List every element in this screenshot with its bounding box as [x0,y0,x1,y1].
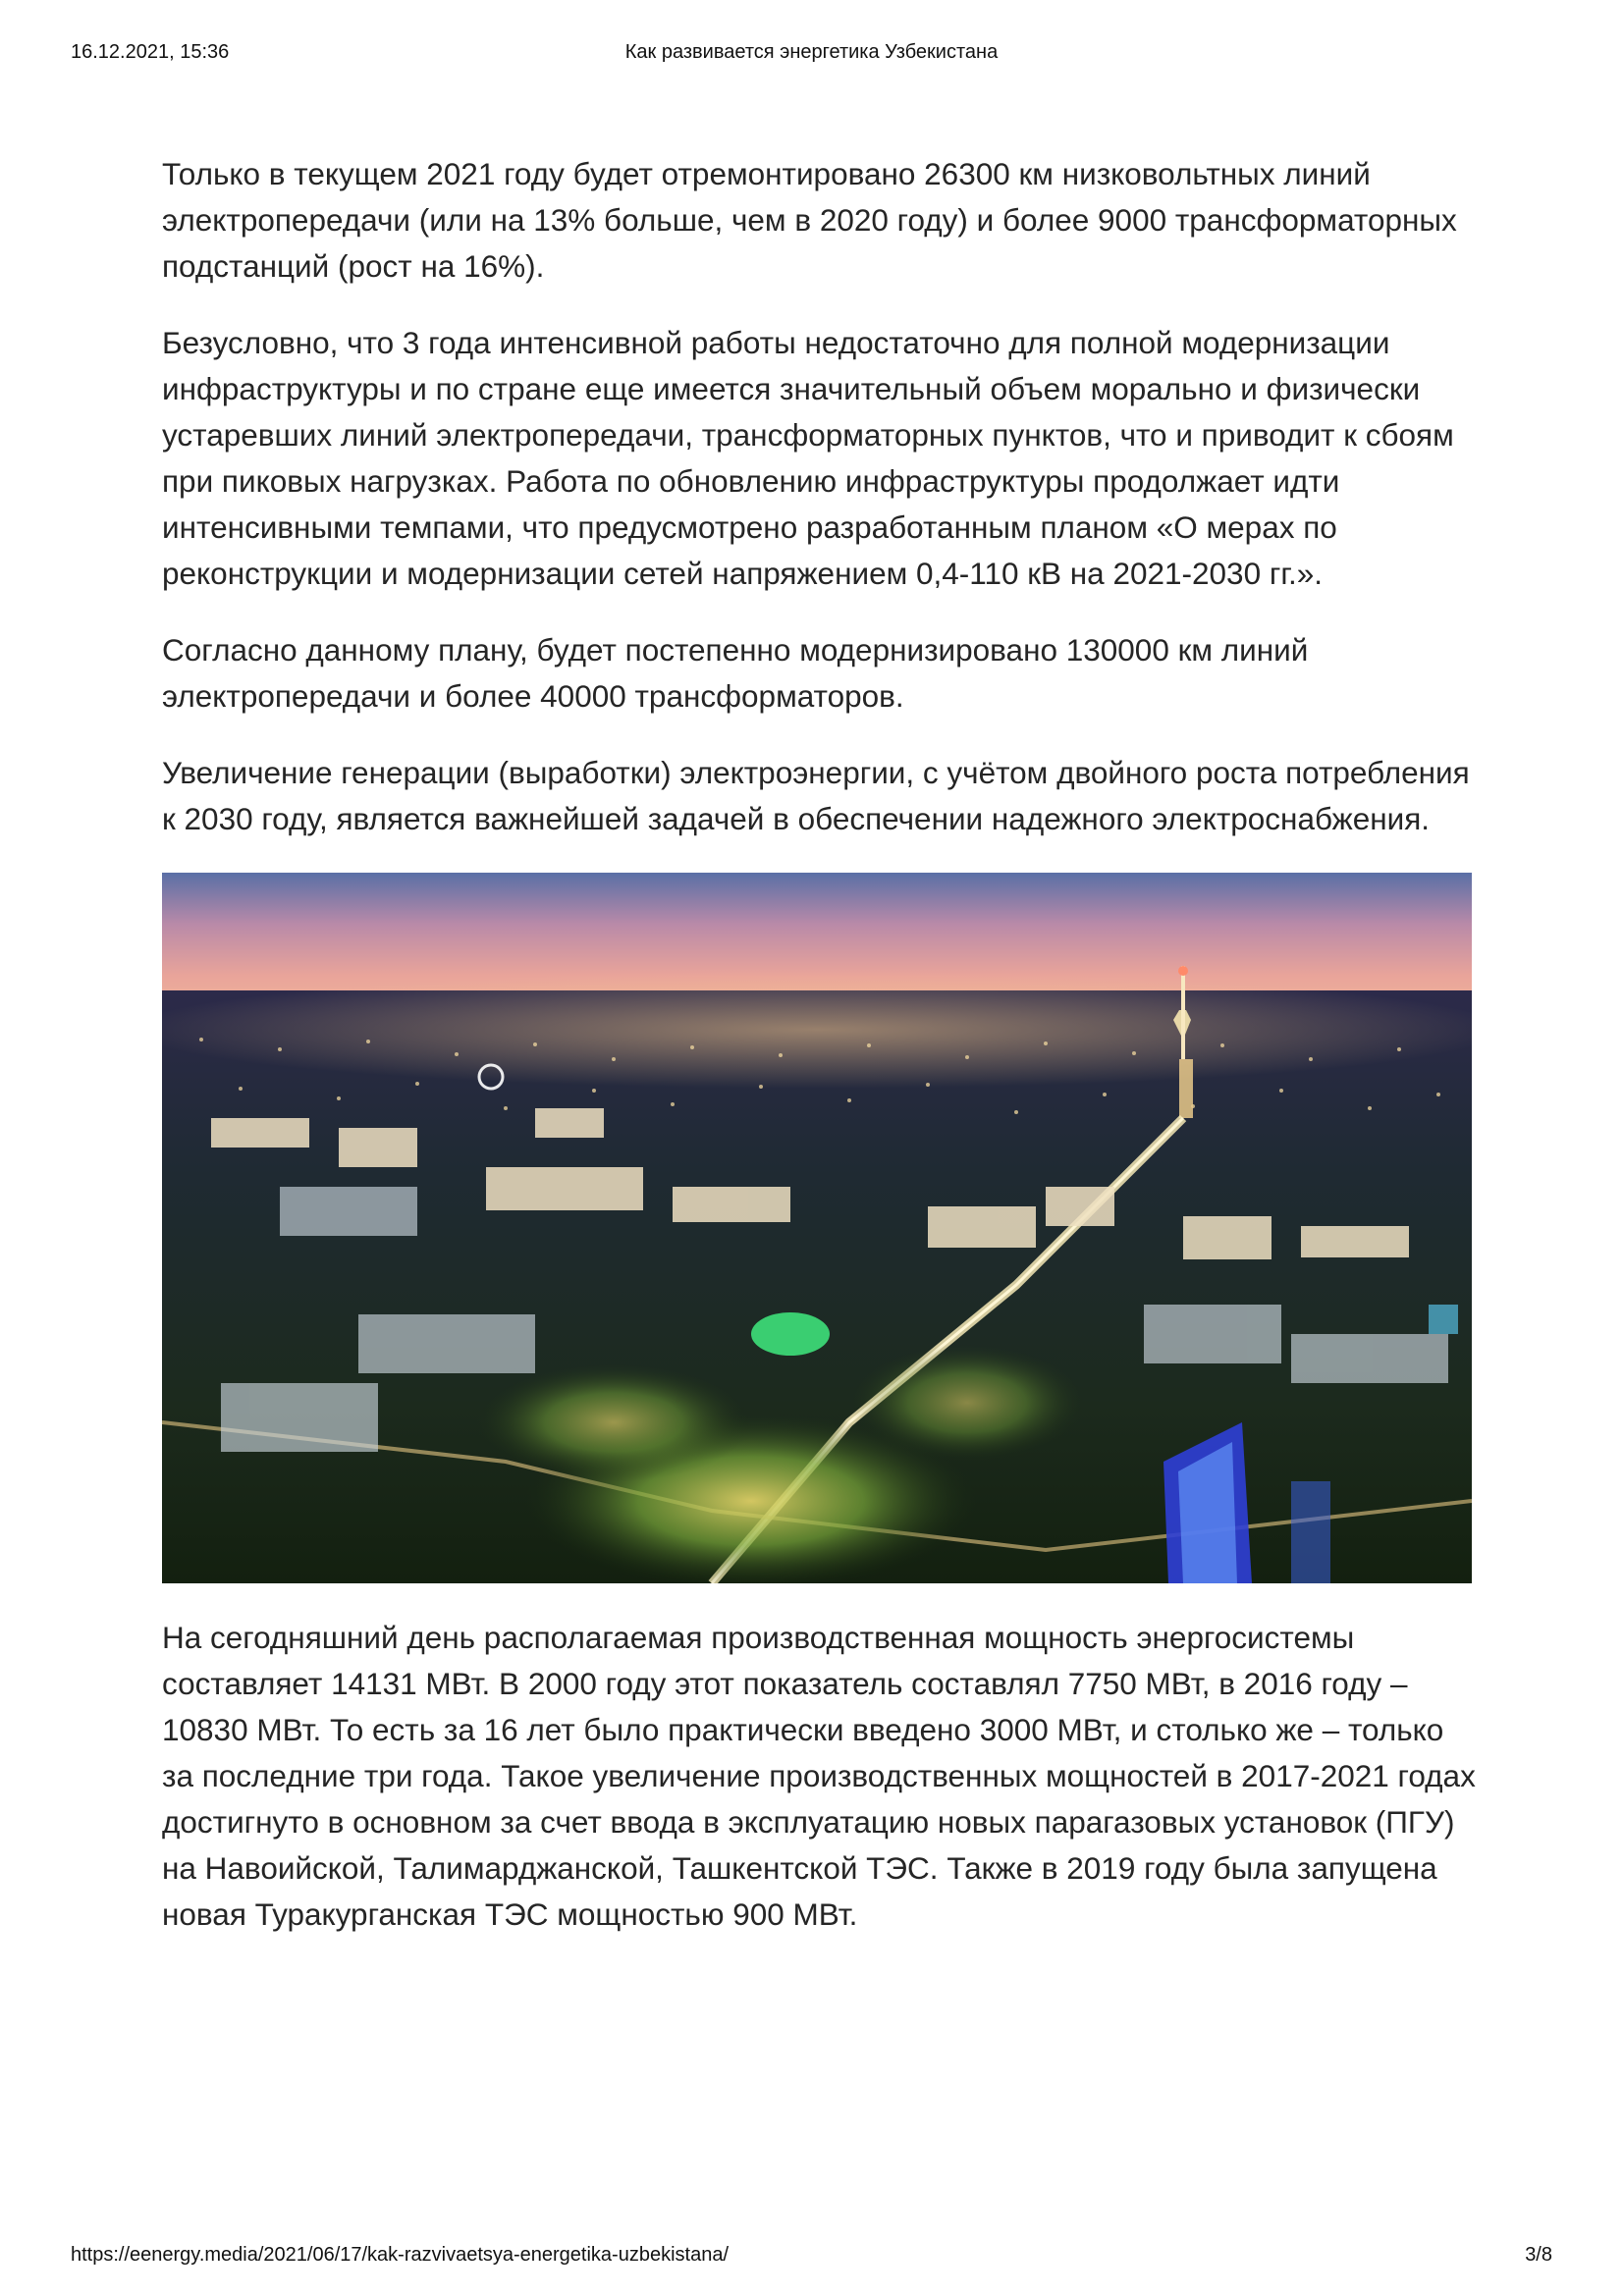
paragraph: На сегодняшний день располагаемая производственная мощность энергосистемы составляет 14131 МВт. В 2000 году этот показатель составлял 7750 МВт, в 2016 году – 10830 МВт. То есть за 16 лет было практически введено 3000 МВт, и столько же – только за последние три года. Такое увеличение производственных мощностей в 2017-2021 годах достигнуто в основном за счет ввода в эксплуатацию новых парагазовых установок (ПГУ) на Навоийской, Талимарджанской, Ташкентской ТЭС. Также в 2019 году была запущена новая Туракурганская ТЭС мощностью 900 МВт. [162,1620,1476,1932]
paragraph: Только в текущем 2021 году будет отремонтировано 26300 км низковольтных линий электропередачи (или на 13% больше, чем в 2020 году) и более 9000 трансформаторных подстанций (рост на 16%). [162,156,1457,284]
print-datetime: 16.12.2021, 15:36 [71,41,230,63]
photo-illustration [162,873,1472,1583]
paragraph: Увеличение генерации (выработки) электроэнергии, с учётом двойного роста потребления к 2030 году, является важнейшей задачей в обеспечении надежного электроснабжения. [162,755,1470,836]
print-header [71,41,1552,69]
page-number: 3/8 [1525,2244,1552,2266]
print-footer [71,2244,1552,2271]
print-page-title: Как развивается энергетика Узбекистана [624,41,999,63]
paragraph: Безусловно, что 3 года интенсивной работы недостаточно для полной модернизации инфраструктуры и по стране еще имеется значительный объем морально и физически устаревших линий электропередачи, трансформаторных пунктов, что и приводит к сбоям при пиковых нагрузках. Работа по обновлению инфраструктуры продолжает идти интенсивными темпами, что предусмотрено разработанным планом «О мерах по реконструкции и модернизации сетей напряжением 0,4-110 кВ на 2021-2030 гг.». [162,325,1454,591]
paragraph: Согласно данному плану, будет постепенно модернизировано 130000 км линий электропередачи и более 40000 трансформаторов. [162,632,1309,714]
night-city-aerial-photo [162,873,1472,1583]
page-url: https://eenergy.media/2021/06/17/kak-razvivaetsya-energetika-uzbekistana/ [71,2244,730,2266]
article-body [162,151,1478,1968]
